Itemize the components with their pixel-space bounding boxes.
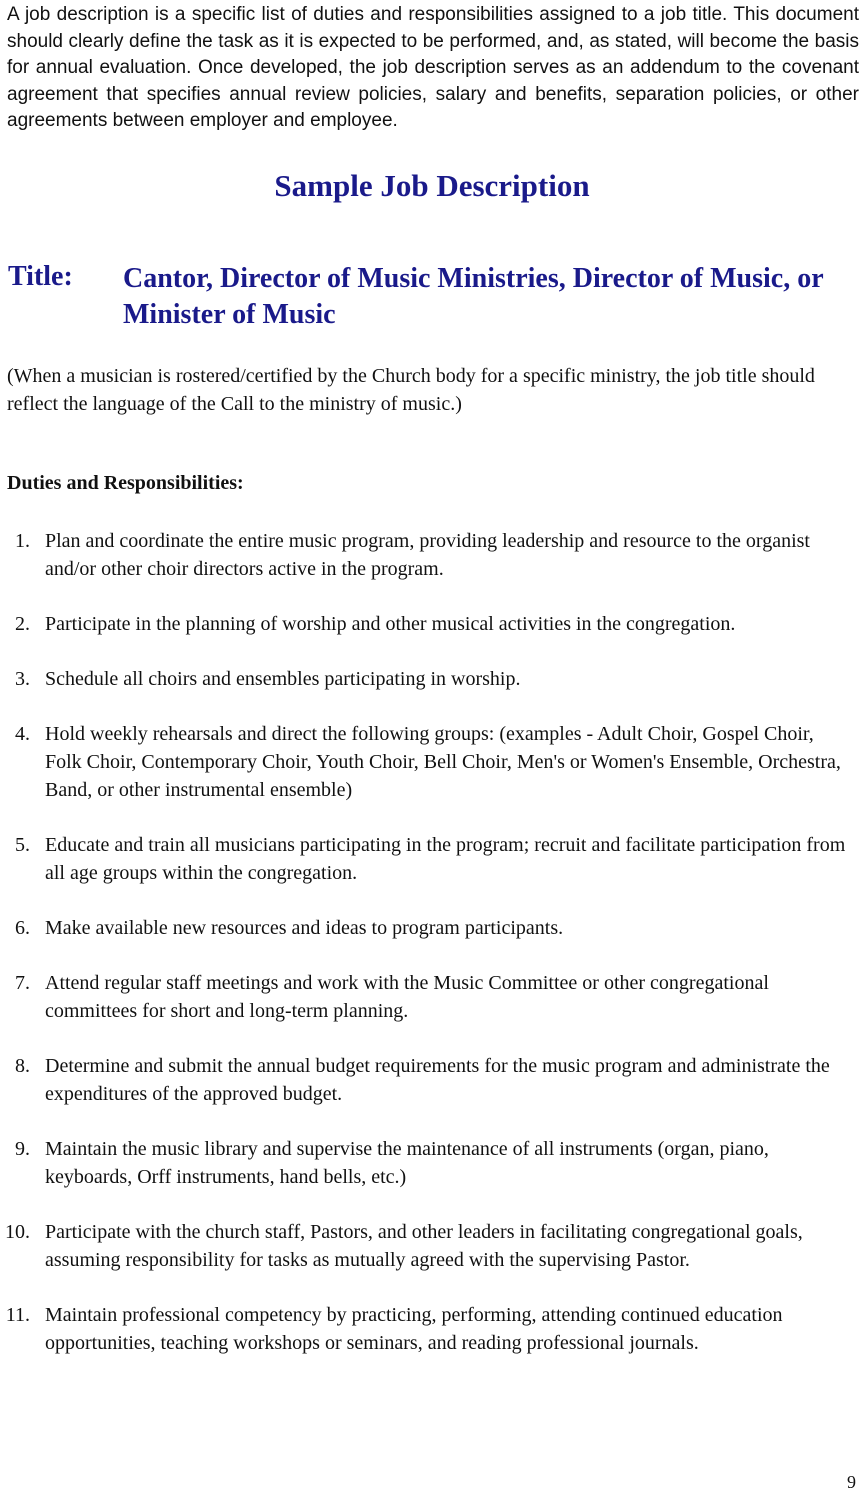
duty-number: 4.	[15, 723, 30, 745]
duty-text: Attend regular staff meetings and work with the Music Committee or other congregational committees for short and long-term planning.	[45, 972, 769, 1022]
duty-item	[0, 1052, 855, 1108]
duty-item	[0, 1301, 855, 1357]
duty-number: 2.	[15, 613, 30, 635]
duty-text: Schedule all choirs and ensembles participating in worship.	[45, 668, 521, 690]
duty-number: 10.	[5, 1221, 30, 1243]
duties-heading: Duties and Responsibilities:	[7, 472, 244, 494]
intro-paragraph: A job description is a specific list of duties and responsibilities assigned to a job title. This document should clearly define the task as it is expected to be performed, and, as stated, will become the basis for annual evaluation. Once developed, the job description serves as an addendum to the covenant agreement that specifies annual review policies, salary and benefits, separation policies, or other agreements between employer and employee.	[7, 4, 859, 131]
title-value: Cantor, Director of Music Ministries, Director of Music, or Minister of Music	[123, 263, 824, 330]
duty-number: 5.	[15, 834, 30, 856]
duties-list	[0, 527, 864, 1384]
duty-text: Educate and train all musicians participating in the program; recruit and facilitate participation from all age groups within the congregation.	[45, 834, 846, 884]
duty-text: Plan and coordinate the entire music program, providing leadership and resource to the organist and/or other choir directors active in the program.	[45, 530, 810, 580]
duty-item	[0, 610, 855, 638]
duty-number: 9.	[15, 1138, 30, 1160]
duty-number: 8.	[15, 1055, 30, 1077]
title-note: (When a musician is rostered/certified by the Church body for a specific ministry, the job title should reflect the language of the Call to the ministry of music.)	[7, 365, 815, 415]
duty-item	[0, 831, 855, 887]
duty-number: 6.	[15, 917, 30, 939]
duty-text: Make available new resources and ideas to program participants.	[45, 917, 564, 939]
duty-text: Determine and submit the annual budget requirements for the music program and administrate the expenditures of the approved budget.	[45, 1055, 830, 1105]
duty-item	[0, 665, 855, 693]
duty-item	[0, 527, 855, 583]
page-heading: Sample Job Description	[274, 168, 590, 203]
duty-text: Maintain professional competency by practicing, performing, attending continued education opportunities, teaching workshops or seminars, and reading professional journals.	[45, 1304, 783, 1354]
title-label: Title:	[8, 261, 73, 292]
duty-number: 11.	[5, 1304, 30, 1326]
duty-item	[0, 720, 855, 804]
duty-number: 1.	[15, 530, 30, 552]
duty-item	[0, 969, 855, 1025]
duty-text: Participate in the planning of worship and other musical activities in the congregation.	[45, 613, 736, 635]
duty-item	[0, 914, 855, 942]
duty-number: 3.	[15, 668, 30, 690]
page-number: 9	[847, 1472, 856, 1492]
duty-number: 7.	[15, 972, 30, 994]
duty-text: Hold weekly rehearsals and direct the following groups: (examples - Adult Choir, Gospel Choir, Folk Choir, Contemporary Choir, Youth Choir, Bell Choir, Men's or Women's Ensemble, Orchestra, Band, or other instrumental ensemble)	[45, 723, 841, 801]
duty-text: Participate with the church staff, Pastors, and other leaders in facilitating congregational goals, assuming responsibility for tasks as mutually agreed with the supervising Pastor.	[45, 1221, 803, 1271]
duty-item	[0, 1135, 855, 1191]
duty-item	[0, 1218, 855, 1274]
duty-text: Maintain the music library and supervise the maintenance of all instruments (organ, piano, keyboards, Orff instruments, hand bells, etc.)	[45, 1138, 769, 1188]
